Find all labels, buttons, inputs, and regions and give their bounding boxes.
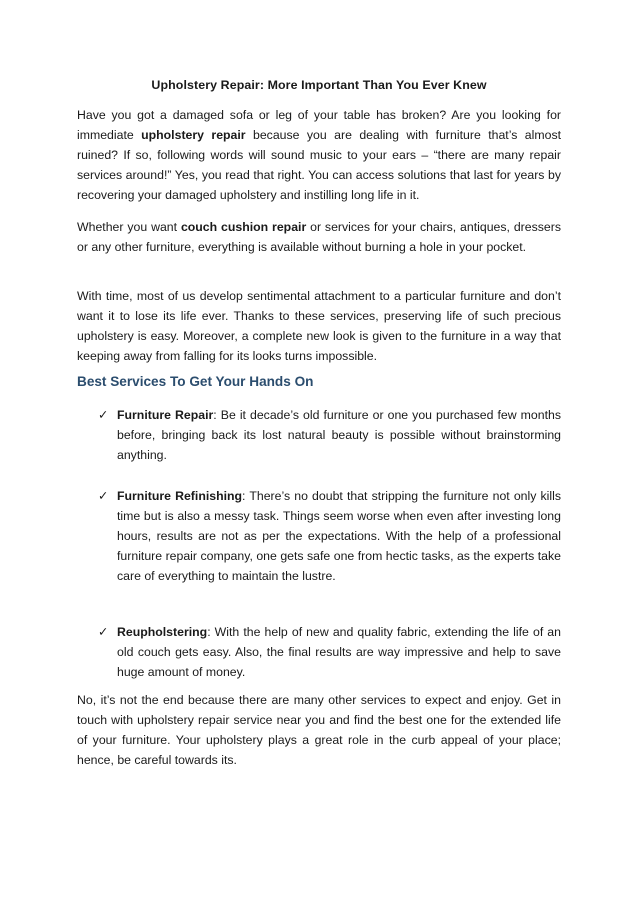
intro-p1-text-a: Have you got a damaged sofa or leg of your table has broken? Are you looking for immediate [77,108,561,142]
service-text [98,486,561,586]
checkmark-icon: ✓ [98,489,109,503]
service-text [98,622,561,682]
keyword-upholstery-repair: upholstery repair [141,128,246,142]
service-item-reupholstering [98,622,561,682]
service-name: Reupholstering [117,625,208,639]
service-text [98,405,561,465]
service-item-furniture-repair [98,405,561,465]
document-title: Upholstery Repair: More Important Than You Ever Knew [151,78,487,92]
intro-p2-text-b: or services for your chairs, antiques, dressers or any other furniture, everything is available without burning a hole in your pocket. [77,220,561,254]
intro-p2-text-a: Whether you want [77,220,181,234]
service-description: : There’s no doubt that stripping the furniture not only kills time but is also a messy task. Things seem worse when even after investing long hours, results are not as per the expectations. With the help of a professional furniture repair company, one gets safe one from hectic tasks, as the experts take care of everything to maintain the lustre. [117,489,561,583]
services-heading: Best Services To Get Your Hands On [77,374,314,389]
service-description: : Be it decade’s old furniture or one you purchased few months before, bringing back its lost natural beauty is possible without brainstorming anything. [117,408,561,462]
service-item-furniture-refinishing [98,486,561,586]
intro-p1-text-b: because you are dealing with furniture that’s almost ruined? If so, following words will sound music to your ears – “there are many repair services around!” Yes, you read that right. You can access solutions that last for years by recovering your damaged upholstery and instilling long life in it. [77,128,562,202]
intro-paragraph-3: With time, most of us develop sentimental attachment to a particular furniture and don’t want it to lose its life ever. Thanks to these services, preserving life of such precious upholstery is easy. Moreover, a complete new look is given to the furniture in a way that keeping away from falling for its looks turns impossible. [77,289,561,363]
keyword-couch-cushion-repair: couch cushion repair [180,220,307,234]
intro-paragraph-2 [77,217,561,257]
checkmark-icon: ✓ [98,625,109,639]
service-description: : With the help of new and quality fabric, extending the life of an old couch gets easy. Also, the final results are way impressive and help to save huge amount of money. [117,625,561,679]
service-name: Furniture Refinishing [117,489,243,503]
closing-paragraph: No, it’s not the end because there are many other services to expect and enjoy. Get in touch with upholstery repair service near you and find the best one for the extended life of your furniture. Your upholstery plays a great role in the curb appeal of your place; hence, be careful towards its. [77,693,561,767]
checkmark-icon: ✓ [98,408,109,422]
service-name: Furniture Repair [117,408,214,422]
intro-paragraph-1 [77,105,561,205]
